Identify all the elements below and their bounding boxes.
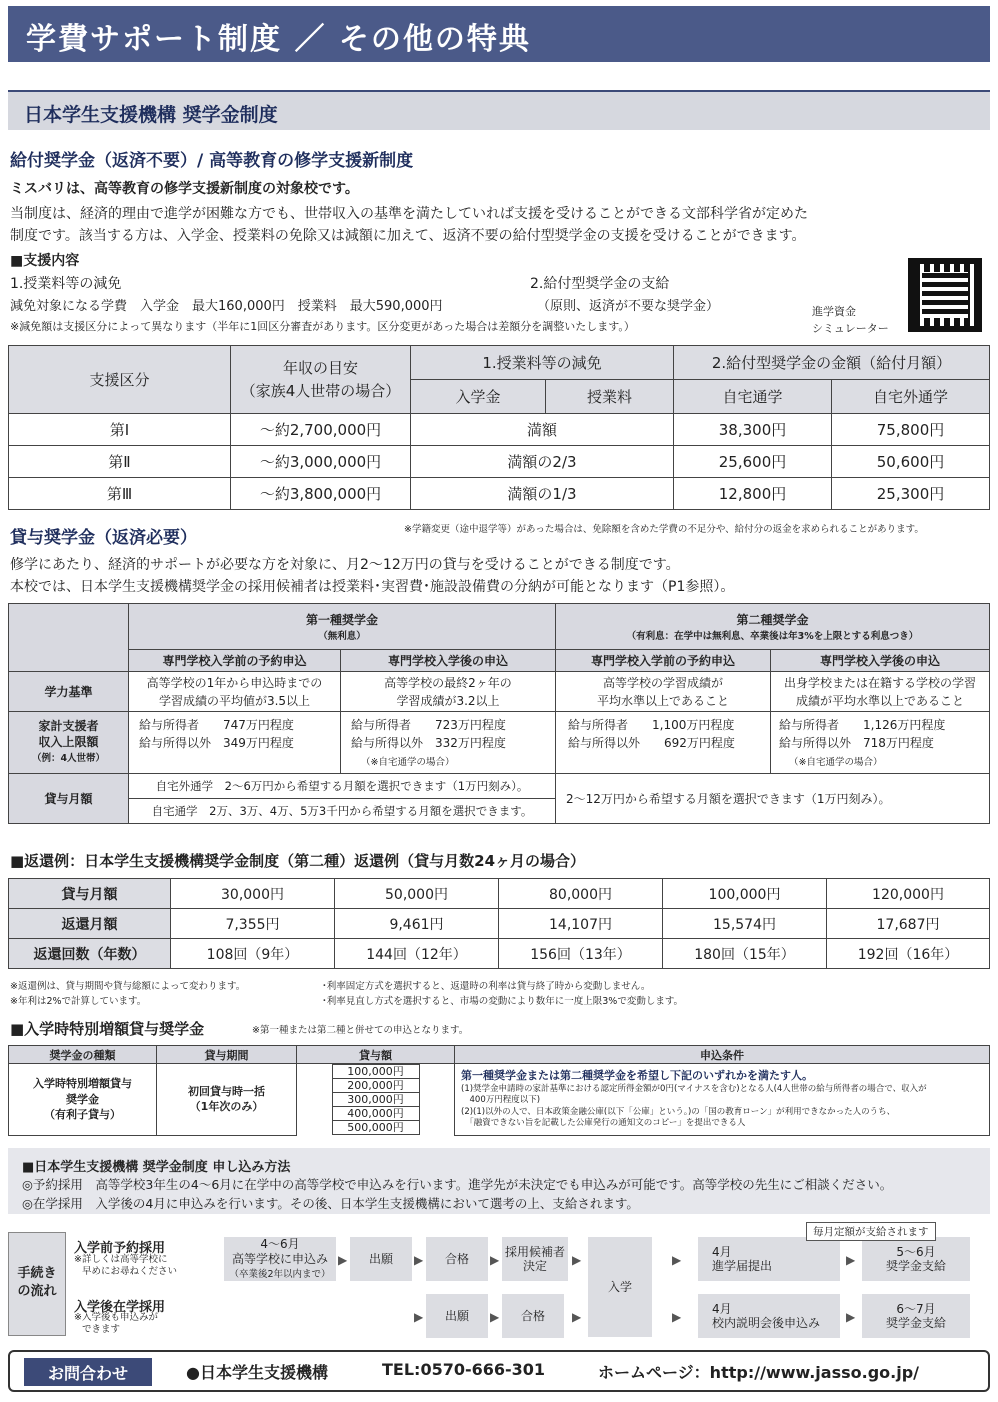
table-row: 自宅通学 2万、3万、4万、5万3千円から希望する月額を選択できます。	[9, 799, 990, 824]
table-row: 家計支援者 収入上限額 （例：4人世帯） 給与所得者 747万円程度 給与所得以外 349万円程度 給与所得者 723万円程度 給与所得以外 332万円程度 （※自宅通学の場合） 給与所得者 1,100万円程度 給与所得以外 692万円程度 給与所得者 1,126万円程度 給与所得以外 718万円程度 （※自宅通学の場合）	[9, 712, 990, 774]
special-table: 奨学金の種類 貸与期間 貸与額 申込条件 入学時特別増額貸与 奨学金 （有利子貸与） 初回貸与時一括 （1年次のみ） 100,000円 200,000円 300,000円 400,000円 500,000円 第一種奨学金または第二種奨学金を希望し下記のいずれかを満たす人。 (1)奨学金申請時の家計基準における認定所得金額が0円(マイナスを含む)となる人(4人世帯の給与所得者の場合で、収入が 400万円程度以下) (2)(1)以外の人で、日本政策金融公庫(以下「公庫」という。)の「国の教育ローン」が利用できなかった人のうち、 「融資できない旨を記載した公庫発行の通知文のコピー」を提出できる人	[8, 1045, 990, 1136]
th-kyufu: 2.給付型奨学金の金額（給付月額）	[674, 346, 990, 380]
repay-note-2: ※年利は2%で計算しています。	[10, 996, 147, 1007]
contact-label: お問合わせ	[24, 1358, 152, 1386]
grant-body-2: 制度です。該当する方は、入学金、授業料の免除又は減額に加えて、返済不要の給付型奨学金の支援を受けることができます。	[10, 228, 806, 244]
contact-org: ●日本学生支援機構	[186, 1363, 328, 1382]
flow-step-apply: 出願	[350, 1237, 412, 1281]
flow-step-candidate: 採用候補者 決定	[502, 1237, 568, 1281]
support-item-1-detail: 減免対象になる学費 入学金 最大160,000円 授業料 最大590,000円	[10, 299, 443, 314]
table-row: 学力基準 高等学校の1年から申込時までの 学習成績の平均値が3.5以上 高等学校の最終2ヶ年の 学習成績が3.2以上 高等学校の学習成績が 平均水準以上であること 出身学校または在籍する学校の学習 成績が平均水準以上であること	[9, 672, 990, 712]
qr-label-1: 進学資金	[812, 305, 856, 318]
th-jugyo: 授業料	[546, 380, 674, 414]
section-title: 日本学生支援機構 奨学金制度	[8, 90, 990, 130]
flow-step-pay-2: 6～7月 奨学金支給	[862, 1294, 970, 1338]
flow-step-enroll: 4月 進学届提出	[698, 1237, 840, 1281]
repay-note-4: ･利率見直し方式を選択すると、市場の変動により数年に一度上限3%で変動します。	[322, 996, 684, 1007]
table-row: 貸与月額 自宅外通学 2～6万円から希望する月額を選択できます（1万円刻み）。 2～12万円から希望する月額を選択できます（1万円刻み）。	[9, 774, 990, 799]
flow-side-label: 手続き の流れ	[8, 1232, 66, 1336]
flow-step-pass-2: 合格	[502, 1294, 564, 1338]
th-jitakugai: 自宅外通学	[832, 380, 990, 414]
th-income: 年収の目安 （家族4人世帯の場合）	[231, 346, 411, 414]
support-item-2-detail: （原則、返済が不要な奨学金）	[537, 299, 720, 314]
grant-lead: ミスバリは、高等教育の修学支援新制度の対象校です。	[10, 181, 359, 197]
loan-heading: 貸与奨学金（返済必要）	[10, 528, 197, 548]
repay-heading: ■返還例：日本学生支援機構奨学金制度（第二種）返還例（貸与月数24ヶ月の場合）	[10, 852, 586, 870]
special-note: ※第一種または第二種と併せての申込となります。	[252, 1025, 469, 1036]
howto-box: ■日本学生支援機構 奨学金制度 申し込み方法 ◎予約採用 高等学校3年生の4～6月に在学中の高等学校で申込みを行います。進学先が未決定でも申込みが可能です。高等学校の先生にご相談ください。 ◎在学採用 入学後の4月に申込みを行います。その後、日本学生支援機構において選考の上、支給されます。	[8, 1148, 990, 1214]
flow-step-enter: 入学	[588, 1237, 652, 1337]
flow-post-note: ※入学後も申込みが できます	[74, 1312, 158, 1336]
loan-body-1: 修学にあたり、経済的サポートが必要な方を対象に、月2～12万円の貸与を受けることができる制度です。	[10, 557, 680, 573]
grant-heading: 給付奨学金（返済不要）/ 高等教育の修学支援新制度	[10, 151, 414, 171]
table-row: 返還回数（年数） 108回（9年） 144回（12年） 156回（13年） 180回（15年） 192回（16年）	[9, 939, 990, 969]
loan-table: 第一種奨学金 （無利息） 第二種奨学金 （有利息：在学中は無利息、卒業後は年3%を上限とする利息つき） 専門学校入学前の予約申込 専門学校入学後の申込 専門学校入学前の予約申込 専門学校入学後の申込 学力基準 高等学校の1年から申込時までの 学習成績の平均値が3.5以上 高等学校の最終2ヶ年の 学習成績が3.2以上 高等学校の学習成績が 平均水準以上であること 出身学校または在籍する学校の学習 成績が平均水準以上であること 家計支援者 収入上限額 （例：4人世帯） 給与所得者 747万円程度 給与所得以外 349万円程度 給与所得者 723万円程度 給与所得以外 332万円程度 （※自宅通学の場合） 給与所得者 1,100万円程度 給与所得以外 692万円程度 給与所得者 1,126万円程度 給与所得以外 718万円程度 （※自宅通学の場合） 貸与月額 自宅外通学 2～6万円から希望する月額を選択できます（1万円刻み）。 2～12万円から希望する月額を選択できます（1万円刻み）。 自宅通学 2万、3万、4万、5万3千円から希望する月額を選択できます。	[8, 603, 990, 824]
th-genmen: 1.授業料等の減免	[411, 346, 674, 380]
repay-table	[8, 878, 990, 969]
contact-box	[8, 1350, 990, 1392]
repay-note-1: ※返還例は、貸与期間や貸与総額によって変わります。	[10, 981, 246, 992]
th-type2: 第二種奨学金 （有利息：在学中は無利息、卒業後は年3%を上限とする利息つき）	[556, 604, 990, 650]
th-nyugaku: 入学金	[411, 380, 546, 414]
flow-pre-note: ※詳しくは高等学校に 早めにお尋ねください	[74, 1254, 178, 1278]
grant-table	[8, 345, 990, 510]
support-item-2: 2.給付型奨学金の支給	[530, 276, 670, 292]
flow-post-title: 入学後在学採用	[74, 1300, 166, 1315]
th-jitaku: 自宅通学	[674, 380, 832, 414]
flow-step-apply-2: 出願	[426, 1294, 488, 1338]
repay-note-3: ･利率固定方式を選択すると、返還時の利率は貸与終了時から変動しません。	[322, 981, 651, 992]
flow-step-pass: 合格	[426, 1237, 488, 1281]
flow-pre-title: 入学前予約採用	[74, 1241, 166, 1256]
flow-step-pay-1: 5～6月 奨学金支給	[862, 1237, 970, 1281]
flow-step-apply-hs: 4～6月 高等学校に申込み （卒業後2年以内まで）	[224, 1237, 336, 1281]
contact-tel[interactable]: TEL:0570-666-301	[382, 1360, 546, 1379]
table-row: 第Ⅲ ～約3,800,000円 満額の1/3 12,800円 25,300円	[9, 478, 990, 510]
th-kubun: 支援区分	[9, 346, 231, 414]
support-note: ※減免額は支援区分によって異なります（半年に1回区分審査があります。区分変更があった場合は差額分を調整いたします。）	[10, 320, 635, 333]
table-row: 第Ⅱ ～約3,000,000円 満額の2/3 25,600円 50,600円	[9, 446, 990, 478]
support-item-1: 1.授業料等の減免	[10, 276, 122, 292]
table-row: 第Ⅰ ～約2,700,000円 満額 38,300円 75,800円	[9, 414, 990, 446]
loan-note: ※学籍変更（途中退学等）があった場合は、免除額を含めた学費の不足分や、給付分の返金を求められることがあります。	[404, 524, 924, 535]
table-row: 貸与月額 30,000円 50,000円 80,000円 100,000円 120,000円	[9, 879, 990, 909]
loan-body-2: 本校では、日本学生支援機構奨学金の採用候補者は授業料･実習費･施設設備費の分納が可能となります（P1参照）。	[10, 579, 735, 595]
qr-code-icon[interactable]	[908, 258, 982, 332]
qr-label-2: シミュレーター	[812, 322, 889, 335]
contact-homepage-link[interactable]: ホームページ：http://www.jasso.go.jp/	[598, 1363, 920, 1382]
flow-step-school-apply: 4月 校内説明会後申込み	[698, 1294, 840, 1338]
table-row: 返還月額 7,355円 9,461円 14,107円 15,574円 17,687円	[9, 909, 990, 939]
th-type1: 第一種奨学金 （無利息）	[129, 604, 556, 650]
special-heading: ■入学時特別増額貸与奨学金	[10, 1020, 205, 1038]
support-title: ■支援内容	[10, 253, 80, 269]
grant-body-1: 当制度は、経済的理由で進学が困難な方でも、世帯収入の基準を満たしていれば支援を受けることができる文部科学省が定めた	[10, 206, 808, 222]
flow-monthly-note: 毎月定額が支給されます	[806, 1222, 936, 1241]
page-banner: 学費サポート制度 ／ その他の特典	[8, 6, 990, 62]
